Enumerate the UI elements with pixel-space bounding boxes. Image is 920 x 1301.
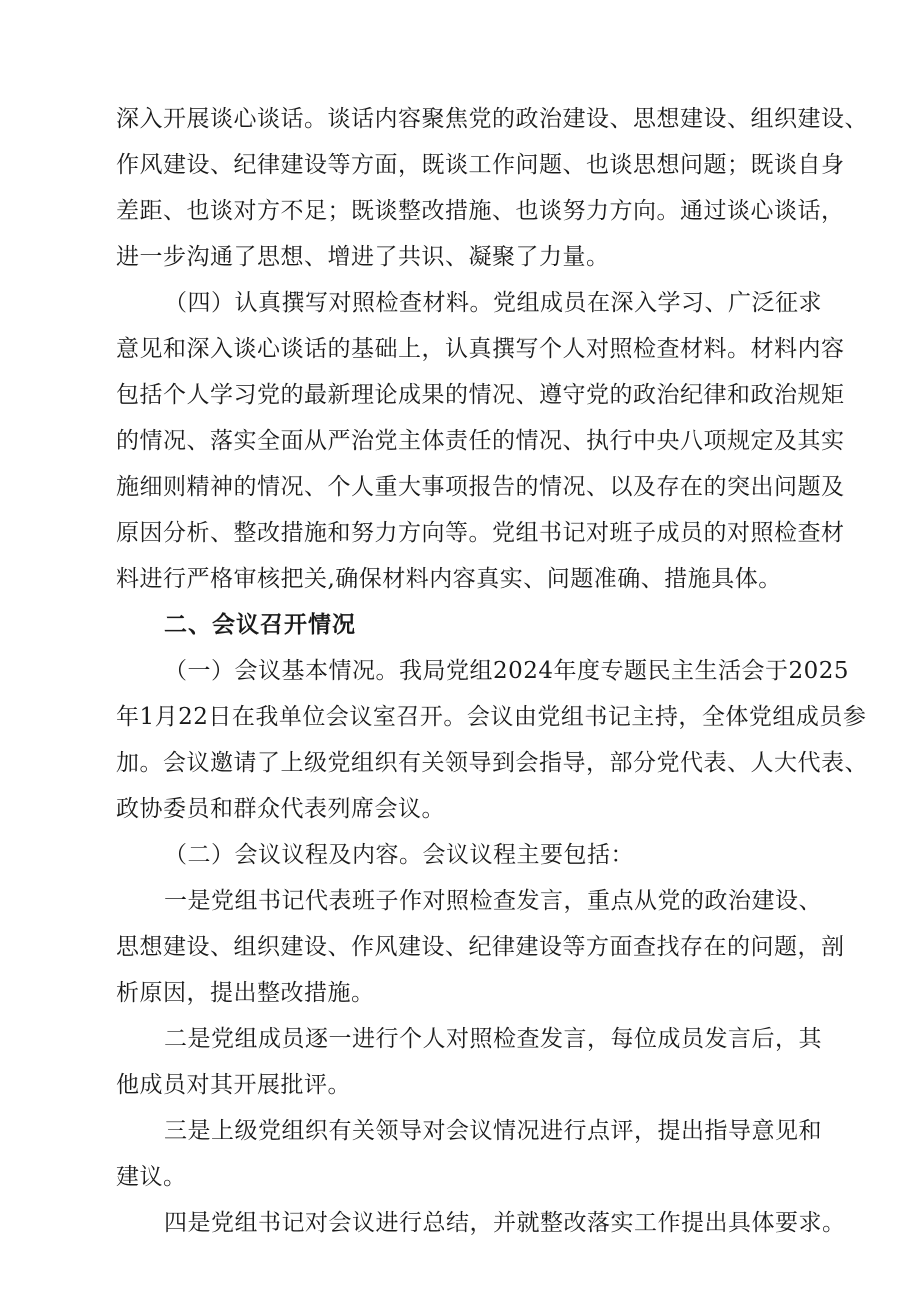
paragraph-line: 原因分析、整改措施和努力方向等。党组书记对班子成员的对照检查材	[116, 520, 845, 546]
paragraph-line: 政协委员和群众代表列席会议。	[116, 796, 445, 822]
paragraph-line: 施细则精神的情况、个人重大事项报告的情况、以及存在的突出问题及	[116, 474, 845, 500]
paragraph-line: 一是党组书记代表班子作对照检查发言，重点从党的政治建设、	[164, 888, 822, 914]
paragraph-line: 三是上级党组织有关领导对会议情况进行点评，提出指导意见和	[164, 1118, 822, 1144]
paragraph-line: 的情况、落实全面从严治党主体责任的情况、执行中央八项规定及其实	[116, 428, 845, 454]
paragraph-line: 进一步沟通了思想、增进了共识、凝聚了力量。	[116, 244, 610, 270]
paragraph-line: 二是党组成员逐一进行个人对照检查发言，每位成员发言后，其	[164, 1026, 822, 1052]
paragraph-line: 建议。	[116, 1164, 187, 1190]
paragraph-line: 析原因，提出整改措施。	[116, 980, 375, 1006]
paragraph-line: 加。会议邀请了上级党组织有关领导到会指导，部分党代表、人大代表、	[116, 750, 868, 776]
paragraph-line: 意见和深入谈心谈话的基础上，认真撰写个人对照检查材料。材料内容	[116, 336, 845, 362]
paragraph-line: 他成员对其开展批评。	[116, 1072, 351, 1098]
paragraph-line: 作风建设、纪律建设等方面，既谈工作问题、也谈思想问题；既谈自身	[116, 152, 845, 178]
paragraph-line: （四）认真撰写对照检查材料。党组成员在深入学习、广泛征求	[164, 290, 822, 316]
document-body	[116, 96, 868, 1246]
paragraph-line: （二）会议议程及内容。会议议程主要包括：	[164, 842, 634, 868]
paragraph-line: （一）会议基本情况。我局党组2024年度专题民主生活会于2025	[164, 658, 850, 684]
paragraph-line: 料进行严格审核把关,确保材料内容真实、问题准确、措施具体。	[116, 566, 782, 592]
section-heading: 二、会议召开情况	[164, 612, 356, 638]
paragraph-line: 深入开展谈心谈话。谈话内容聚焦党的政治建设、思想建设、组织建设、	[116, 106, 868, 132]
paragraph-line: 四是党组书记对会议进行总结，并就整改落实工作提出具体要求。	[164, 1210, 846, 1236]
paragraph-line: 年1月22日在我单位会议室召开。会议由党组书记主持，全体党组成员参	[116, 704, 867, 730]
paragraph-line: 差距、也谈对方不足；既谈整改措施、也谈努力方向。通过谈心谈话，	[116, 198, 845, 224]
paragraph-line: 包括个人学习党的最新理论成果的情况、遵守党的政治纪律和政治规矩	[116, 382, 845, 408]
paragraph-line: 思想建设、组织建设、作风建设、纪律建设等方面查找存在的问题，剖	[116, 934, 845, 960]
